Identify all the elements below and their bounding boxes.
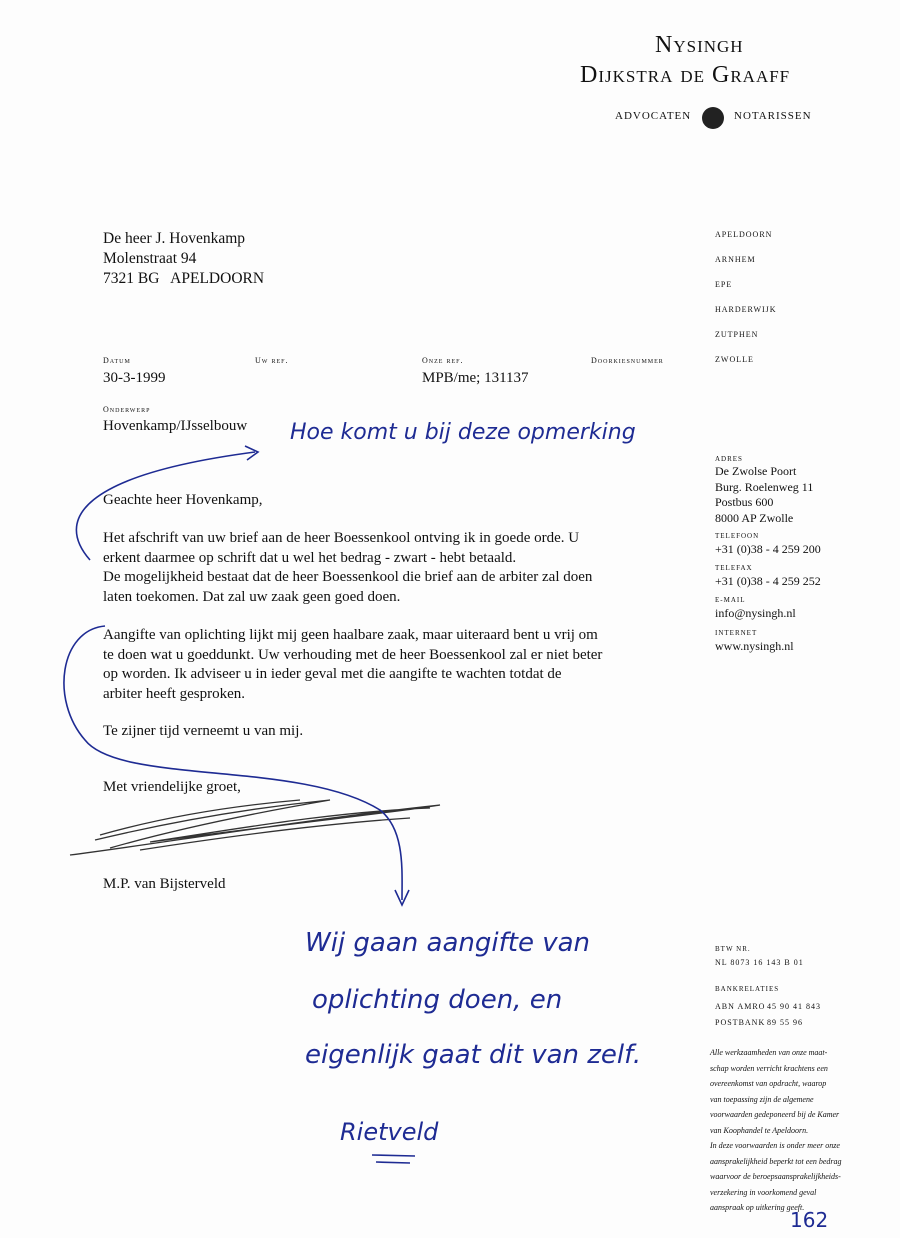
recipient-street: Molenstraat 94 [103, 250, 197, 267]
email-value[interactable]: info@nysingh.nl [715, 606, 796, 620]
handwritten-note-line2: oplichting doen, en [312, 985, 563, 1015]
telefoon-label: TELEFOON [715, 532, 760, 540]
telefoon-value: +31 (0)38 - 4 259 200 [715, 542, 821, 556]
fine-print-line: waarvoor de beroepsaansprakelijkheids- [710, 1172, 841, 1181]
internet-label: INTERNET [715, 629, 758, 637]
fine-print-line: schap worden verricht krachtens een [710, 1063, 828, 1073]
paragraph-line: laten toekomen. Dat zal uw zaak geen goed doen. [103, 588, 401, 605]
fine-print-line: Alle werkzaamheden van onze maat- [710, 1048, 828, 1057]
btw-label: BTW NR. [715, 945, 751, 953]
internet-value[interactable]: www.nysingh.nl [715, 639, 794, 653]
onderwerp-label: Onderwerp [103, 405, 151, 414]
fine-print-line: verzekering in voorkomend geval [710, 1187, 817, 1197]
fine-print-line: aanspraak op uitkering geeft. [710, 1203, 805, 1212]
initials-underline [372, 1155, 415, 1163]
paragraph-line: Het afschrift van uw brief aan de heer Boessenkool ontving ik in goede orde. U [103, 530, 580, 546]
adres-label: ADRES [715, 455, 743, 463]
email-label: E-MAIL [715, 596, 746, 604]
paragraph-line: te doen wat u goeddunkt. Uw verhouding met de heer Boessenkool zal er niet beter [103, 646, 603, 663]
paragraph-line: erkent daarmee op schrift dat u wel het bedrag - zwart - hebt betaald. [103, 549, 517, 566]
adres-line: De Zwolse Poort [715, 464, 797, 478]
fine-print-line: In deze voorwaarden is onder meer onze [710, 1141, 840, 1150]
fine-print-line: van Koophandel te Apeldoorn. [710, 1125, 809, 1135]
bank2-number: 89 55 96 [767, 1018, 803, 1027]
salutation: Geachte heer Hovenkamp, [103, 492, 263, 508]
paragraph-line: arbiter heeft gesproken. [103, 685, 246, 702]
office-item: APELDOORN [715, 230, 773, 239]
firm-sub-advocaten: ADVOCATEN [615, 110, 692, 122]
fine-print-line: voorwaarden gedeponeerd bij de Kamer [710, 1110, 840, 1119]
onze-ref-label: Onze ref. [422, 356, 464, 365]
arrow-to-top-note [76, 446, 258, 560]
closing: Met vriendelijke groet, [103, 779, 241, 795]
adres-line: 8000 AP Zwolle [715, 510, 794, 525]
adres-line: Postbus 600 [715, 495, 774, 509]
office-item: ARNHEM [715, 255, 756, 264]
datum-value: 30-3-1999 [103, 370, 166, 386]
recipient-city: 7321 BG APELDOORN [103, 270, 265, 287]
paragraph-line: op worden. Ik adviseer u in ieder geval met die aangifte te wachten totdat de [103, 666, 562, 682]
fine-print-line: overeenkomst van opdracht, waarop [710, 1079, 827, 1088]
recipient-name: De heer J. Hovenkamp [103, 230, 246, 247]
handwritten-note-line3: eigenlijk gaat dit van zelf. [305, 1040, 642, 1070]
fine-print-line: van toepassing zijn de algemene [710, 1094, 814, 1104]
handwritten-initials: Rietveld [340, 1118, 439, 1146]
bank1-number: 45 90 41 843 [767, 1002, 821, 1011]
arrow-to-bottom-note [64, 626, 409, 905]
paragraph-line: Aangifte van oplichting lijkt mij geen haalbare zaak, maar uiteraard bent u vrij om [103, 627, 598, 643]
signature-scribble [70, 800, 440, 855]
handwritten-note-line1: Wij gaan aangifte van [305, 928, 591, 958]
signatory-name: M.P. van Bijsterveld [103, 876, 226, 892]
office-item: ZUTPHEN [715, 330, 759, 339]
telefax-value: +31 (0)38 - 4 259 252 [715, 574, 821, 588]
telefax-label: TELEFAX [715, 564, 753, 572]
firm-name-line2: Dijkstra de Graaff [580, 62, 791, 88]
paragraph-line: De mogelijkheid bestaat dat de heer Boessenkool die brief aan de arbiter zal doen [103, 569, 593, 585]
btw-value: NL 8073 16 143 B 01 [715, 958, 804, 967]
office-item: HARDERWIJK [715, 305, 777, 314]
onderwerp-value: Hovenkamp/IJsselbouw [103, 418, 248, 434]
bank-label: BANKRELATIES [715, 985, 780, 993]
firm-name-line1: Nysingh [655, 32, 744, 58]
page-number: 162 [790, 1208, 829, 1232]
bank1-name: ABN AMRO [715, 1002, 766, 1011]
doorkies-label: Doorkiesnummer [591, 356, 664, 365]
office-item: EPE [715, 280, 733, 289]
fine-print-line: aansprakelijkheid beperkt tot een bedrag [710, 1156, 842, 1166]
adres-line: Burg. Roelenweg 11 [715, 479, 814, 494]
handwritten-note-top: Hoe komt u bij deze opmerking [290, 420, 636, 445]
datum-label: Datum [103, 356, 131, 365]
bank2-name: POSTBANK [715, 1018, 766, 1027]
office-item: ZWOLLE [715, 355, 754, 364]
paragraph-3: Te zijner tijd verneemt u van mij. [103, 723, 304, 739]
firm-sub-notarissen: NOTARISSEN [734, 110, 812, 122]
onze-ref-value: MPB/me; 131137 [422, 370, 529, 386]
uw-ref-label: Uw ref. [255, 356, 289, 365]
